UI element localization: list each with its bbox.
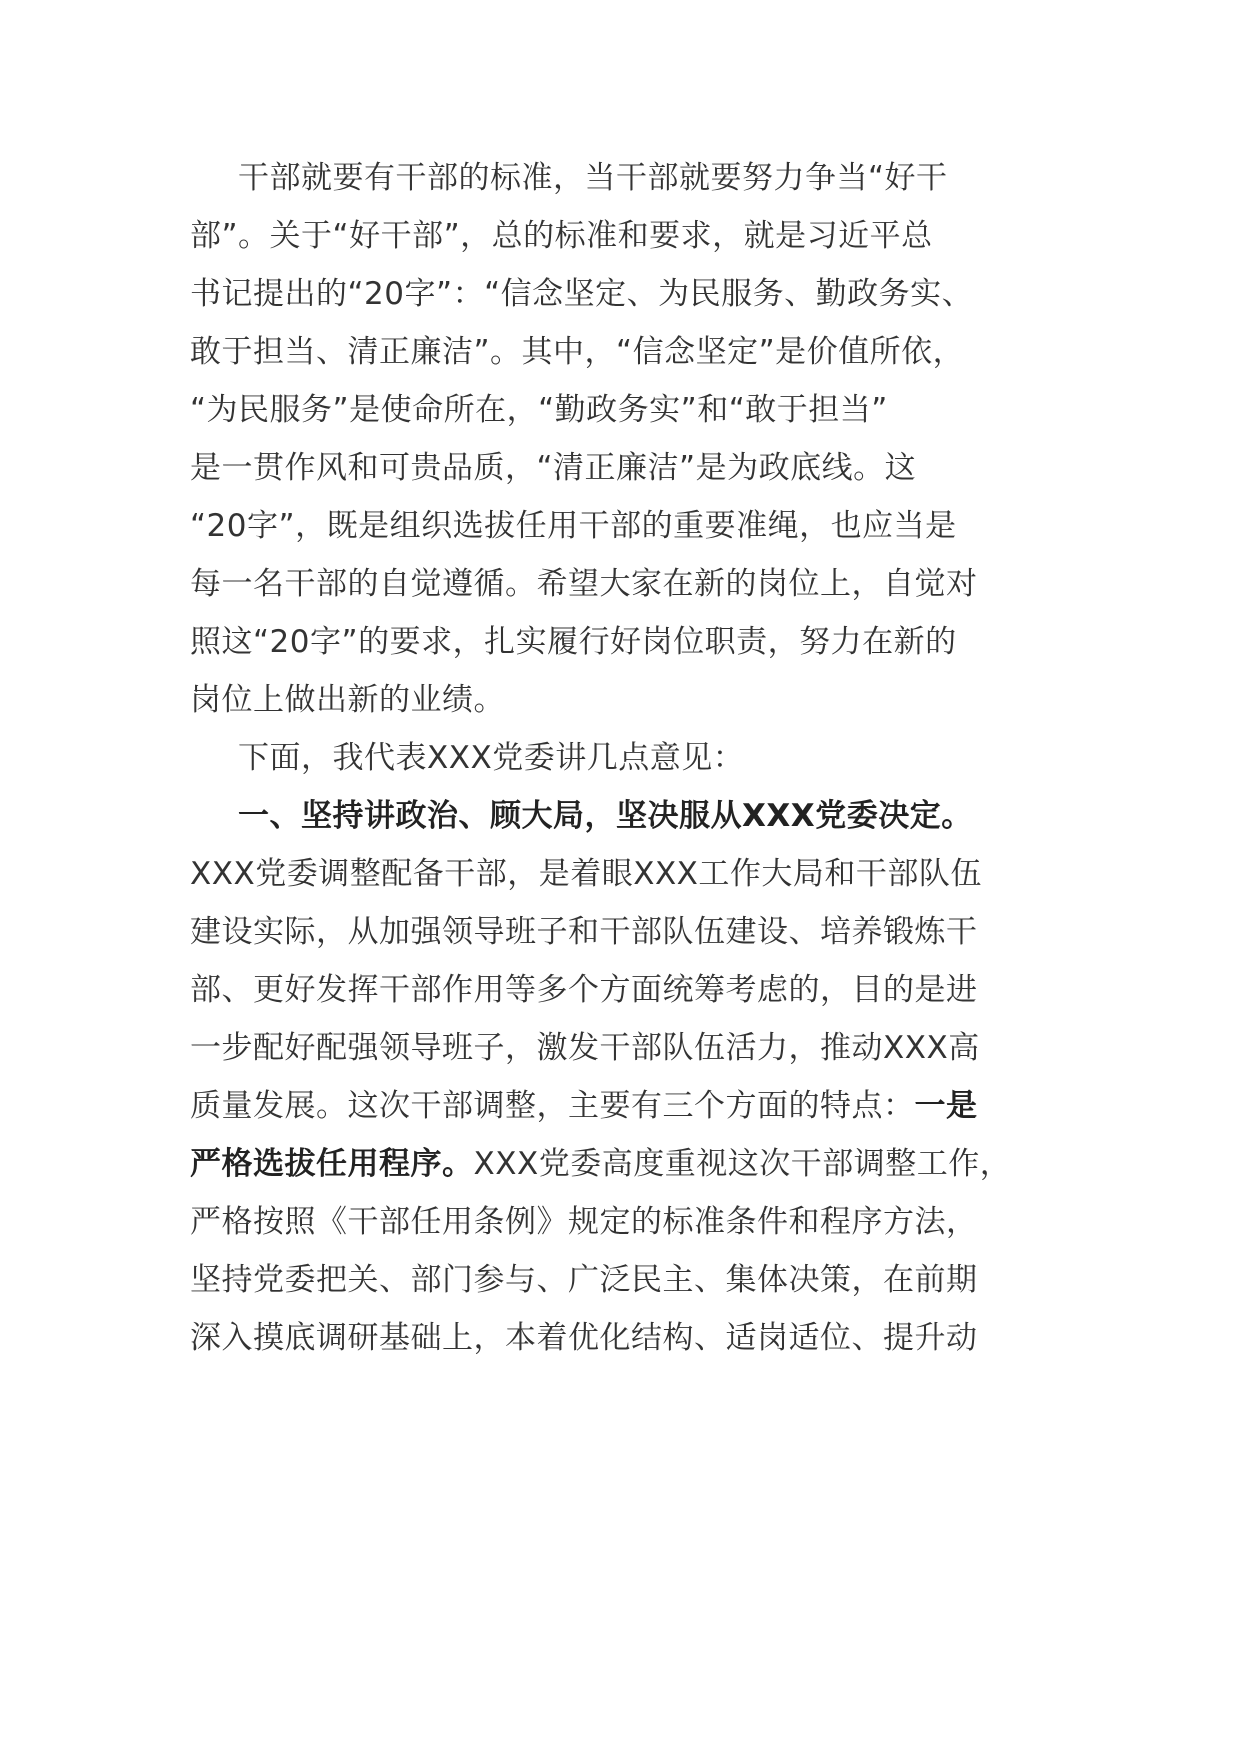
- paragraph-line: [190, 1086, 978, 1126]
- paragraph-line: 岗位上做出新的业绩。: [190, 682, 505, 718]
- paragraph-line: XXX党委调整配备干部，是着眼XXX工作大局和干部队伍: [190, 856, 982, 892]
- paragraph-text: XXX党委高度重视这次干部调整工作，: [473, 1146, 1012, 1182]
- paragraph-line: “为民服务”是使命所在，“勤政务实”和“敢于担当”: [190, 392, 888, 428]
- paragraph-line: 严格按照《干部任用条例》规定的标准条件和程序方法，: [190, 1204, 978, 1240]
- paragraph-text: 质量发展。这次干部调整，主要有三个方面的特点：: [190, 1088, 915, 1124]
- paragraph-line: 书记提出的“20字”：“信念坚定、为民服务、勤政务实、: [190, 276, 974, 312]
- paragraph-line: 干部就要有干部的标准，当干部就要努力争当“好干: [238, 160, 948, 196]
- paragraph-line: 每一名干部的自觉遵循。希望大家在新的岗位上，自觉对: [190, 566, 978, 602]
- paragraph-line: 坚持党委把关、部门参与、广泛民主、集体决策，在前期: [190, 1262, 978, 1298]
- paragraph-line: “20字”，既是组织选拔任用干部的重要准绳，也应当是: [190, 508, 957, 544]
- paragraph-line: [190, 1144, 1011, 1184]
- paragraph-line: 下面，我代表XXX党委讲几点意见：: [238, 740, 745, 776]
- bold-point-label: 一是: [914, 1088, 978, 1124]
- paragraph-line: 建设实际，从加强领导班子和干部队伍建设、培养锻炼干: [190, 914, 978, 950]
- paragraph-line: 照这“20字”的要求，扎实履行好岗位职责，努力在新的: [190, 624, 957, 660]
- paragraph-line: 一步配好配强领导班子，激发干部队伍活力，推动XXX高: [190, 1030, 980, 1066]
- bold-point-title: 严格选拔任用程序。: [190, 1146, 474, 1182]
- paragraph-line: 深入摸底调研基础上，本着优化结构、适岗适位、提升动: [190, 1320, 978, 1356]
- section-heading: 一、坚持讲政治、顾大局，坚决服从XXX党委决定。: [238, 798, 973, 834]
- paragraph-line: 是一贯作风和可贵品质，“清正廉洁”是为政底线。这: [190, 450, 917, 486]
- paragraph-line: 部、更好发挥干部作用等多个方面统筹考虑的，目的是进: [190, 972, 978, 1008]
- paragraph-line: 部”。关于“好干部”，总的标准和要求，就是习近平总: [190, 218, 933, 254]
- paragraph-line: 敢于担当、清正廉洁”。其中，“信念坚定”是价值所依，: [190, 334, 965, 370]
